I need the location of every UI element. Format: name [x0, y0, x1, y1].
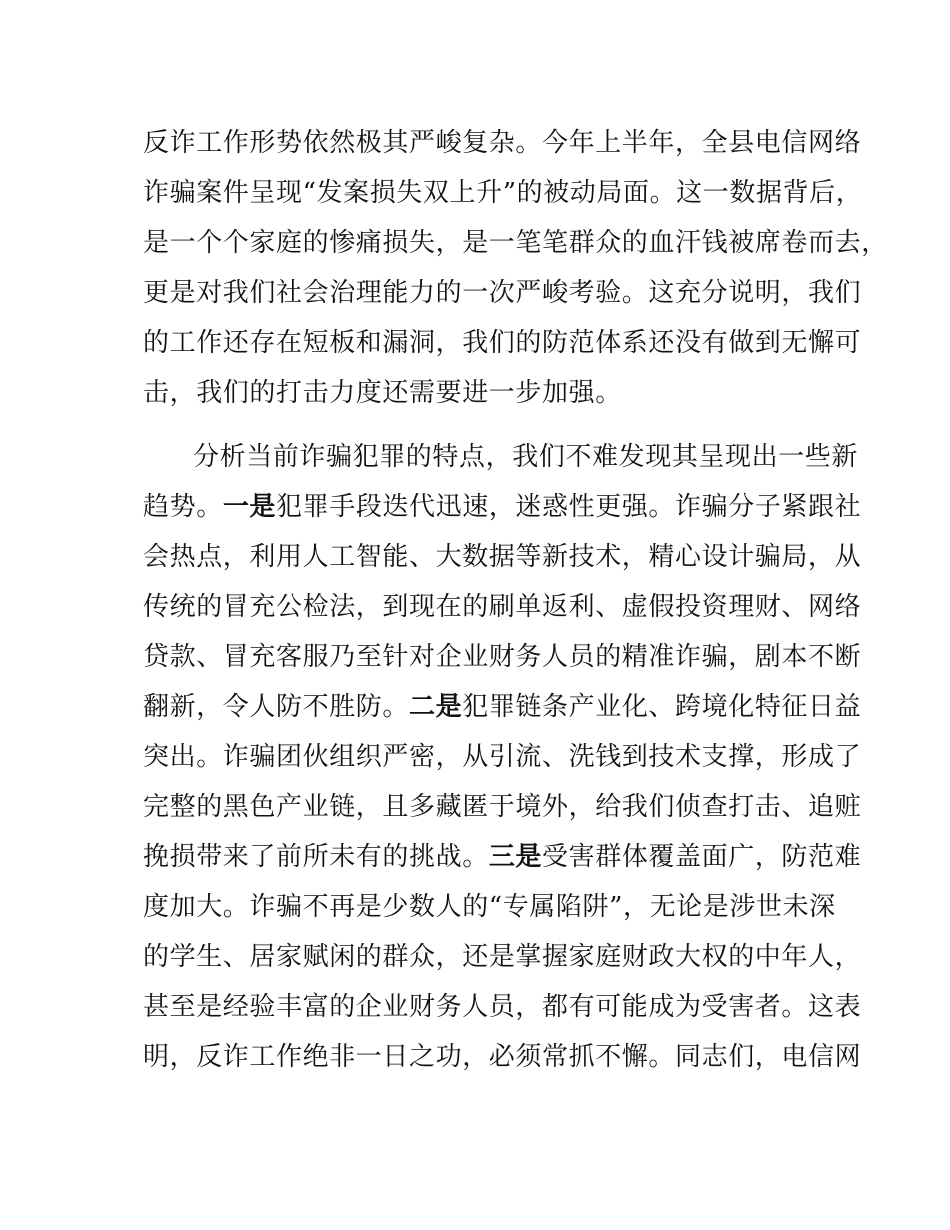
- paragraph1-line-1: 反诈工作形势依然极其严峻复杂。今年上半年，全县电信网络: [143, 128, 862, 158]
- paragraph1-line-4: 更是对我们社会治理能力的一次严峻考验。这充分说明，我们: [143, 278, 862, 308]
- paragraph1-line-6: 击，我们的打击力度还需要进一步加强。: [143, 378, 622, 408]
- paragraph2-line-9-post: 受害群体覆盖面广，防范难: [542, 842, 862, 872]
- paragraph2-line-9: [143, 832, 862, 882]
- paragraph1-line-3: 是一个个家庭的惨痛损失，是一笔笔群众的血汗钱被席卷而去，: [143, 228, 888, 258]
- paragraph2-line-5: 贷款、冒充客服乃至针对企业财务人员的精准诈骗，剧本不断: [143, 642, 862, 672]
- marker-one: 一是: [222, 492, 277, 522]
- paragraph2-line-4: 传统的冒充公检法，到现在的刷单返利、虚假投资理财、网络: [143, 592, 862, 622]
- paragraph2-line-6-post: 犯罪链条产业化、跨境化特征日益: [462, 692, 862, 722]
- paragraph1-line-5: 的工作还存在短板和漏洞，我们的防范体系还没有做到无懈可: [143, 328, 862, 358]
- paragraph2-line-2-pre: 趋势。: [143, 492, 223, 522]
- paragraph2-line-3: 会热点，利用人工智能、大数据等新技术，精心设计骗局，从: [143, 542, 862, 572]
- marker-two: 二是: [409, 692, 463, 722]
- paragraph2-line-6: [143, 682, 862, 732]
- paragraph2-line-6-pre: 翻新，令人防不胜防。: [143, 692, 410, 722]
- paragraph2-line-2-post: 犯罪手段迭代迅速，迷惑性更强。诈骗分子紧跟社: [276, 492, 862, 522]
- paragraph2-line-12: 甚至是经验丰富的企业财务人员，都有可能成为受害者。这表: [143, 992, 862, 1022]
- paragraph2-line-11: 的学生、居家赋闲的群众，还是掌握家庭财政大权的中年人，: [143, 942, 862, 972]
- paragraph1-line-2: 诈骗案件呈现“发案损失双上升”的被动局面。这一数据背后，: [143, 178, 863, 208]
- paragraph2-line-9-pre: 挽损带来了前所未有的挑战。: [143, 842, 489, 872]
- paragraph2-line-8: 完整的黑色产业链，且多藏匿于境外，给我们侦查打击、追赃: [143, 792, 862, 822]
- marker-three: 三是: [488, 842, 543, 872]
- paragraph2-line-1: 分析当前诈骗犯罪的特点，我们不难发现其呈现出一些新: [193, 442, 859, 472]
- paragraph2-line-7: 突出。诈骗团伙组织严密，从引流、洗钱到技术支撑，形成了: [143, 742, 862, 772]
- paragraph2-line-10: 度加大。诈骗不再是少数人的“专属陷阱”，无论是涉世未深: [143, 892, 836, 922]
- paragraph2-line-2: [143, 482, 862, 532]
- paragraph2-line-13: 明，反诈工作绝非一日之功，必须常抓不懈。同志们，电信网: [143, 1042, 862, 1072]
